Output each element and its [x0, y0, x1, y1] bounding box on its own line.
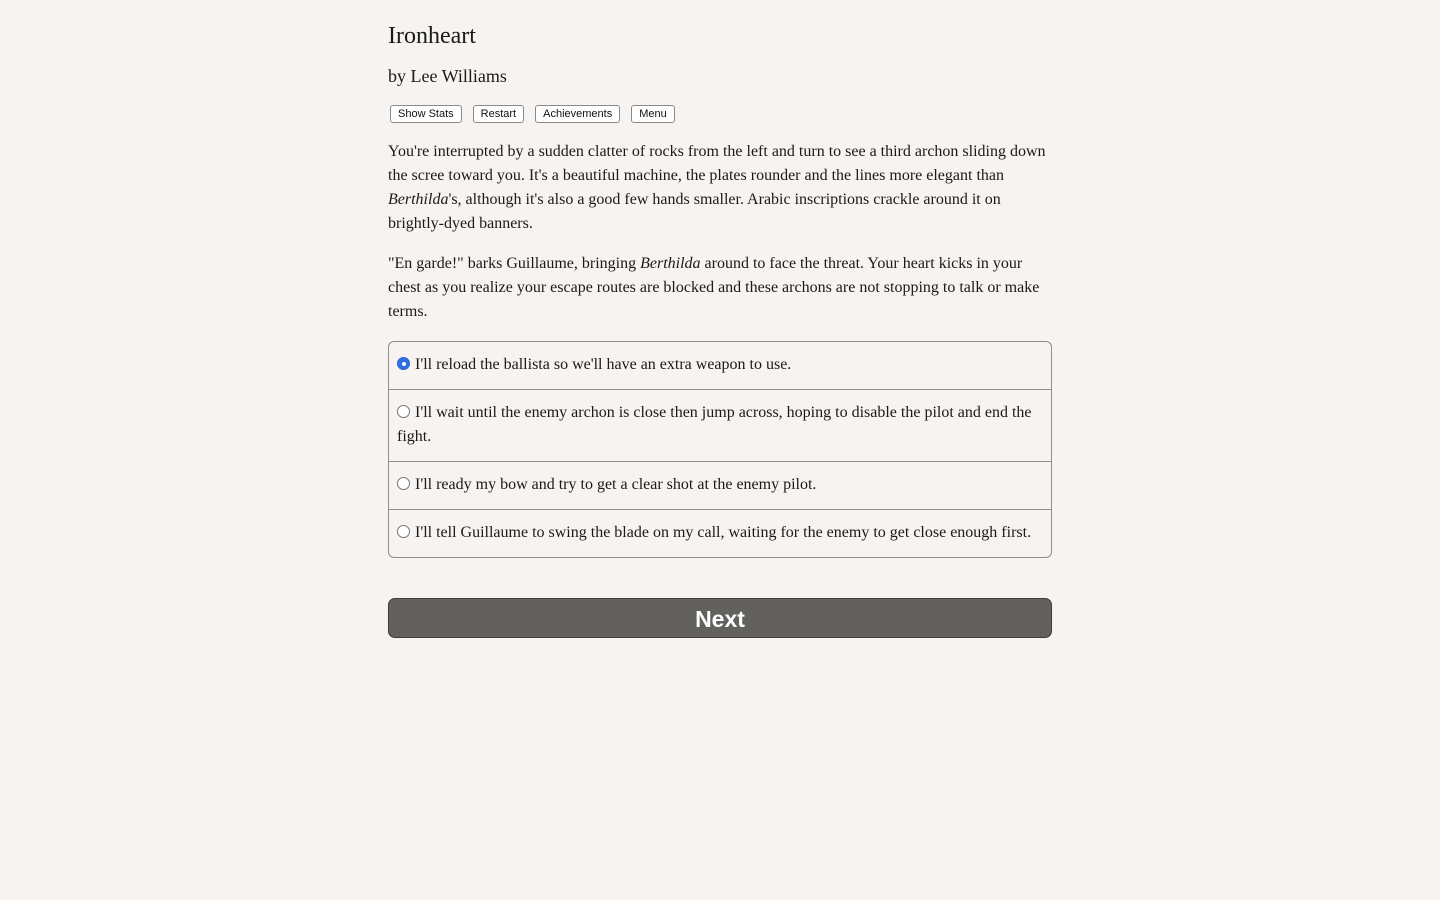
game-title: Ironheart [388, 23, 476, 49]
choice-list [388, 341, 1052, 558]
story-text [388, 140, 1052, 340]
next-button[interactable]: Next [388, 598, 1052, 638]
radio-button[interactable] [397, 405, 410, 418]
story-text-span: 's, although it's also a good few hands smaller. Arabic inscriptions crackle around it on brightly-dyed banners. [388, 191, 1001, 232]
story-paragraph [388, 140, 1052, 236]
restart-button[interactable]: Restart [473, 105, 524, 123]
story-emphasis: Berthilda [388, 191, 449, 208]
choice-label: I'll wait until the enemy archon is close then jump across, hoping to disable the pilot and end the fight. [397, 404, 1032, 445]
game-author: by Lee Williams [388, 66, 507, 86]
story-paragraph [388, 252, 1052, 324]
story-text-span: You're interrupted by a sudden clatter of rocks from the left and turn to see a third archon sliding down the scree toward you. It's a beautiful machine, the plates rounder and the lines more elegant than [388, 143, 1046, 184]
radio-button[interactable] [397, 525, 410, 538]
choice-option[interactable] [389, 461, 1051, 509]
toolbar [390, 105, 675, 123]
radio-button[interactable] [397, 477, 410, 490]
achievements-button[interactable]: Achievements [535, 105, 620, 123]
choice-option[interactable] [389, 342, 1051, 389]
choice-option[interactable] [389, 509, 1051, 557]
choice-label: I'll ready my bow and try to get a clear shot at the enemy pilot. [415, 476, 817, 493]
radio-button[interactable] [397, 357, 410, 370]
story-emphasis: Berthilda [640, 255, 701, 272]
story-text-span: around to face the threat. Your heart kicks in your chest as you realize your escape routes are blocked and these archons are not stopping to talk or make terms. [388, 255, 1040, 320]
show-stats-button[interactable]: Show Stats [390, 105, 462, 123]
menu-button[interactable]: Menu [631, 105, 675, 123]
story-text-span: "En garde!" barks Guillaume, bringing [388, 255, 641, 272]
choice-label: I'll reload the ballista so we'll have an extra weapon to use. [415, 356, 792, 373]
choice-label: I'll tell Guillaume to swing the blade on my call, waiting for the enemy to get close enough first. [415, 524, 1032, 541]
choice-option[interactable] [389, 389, 1051, 461]
